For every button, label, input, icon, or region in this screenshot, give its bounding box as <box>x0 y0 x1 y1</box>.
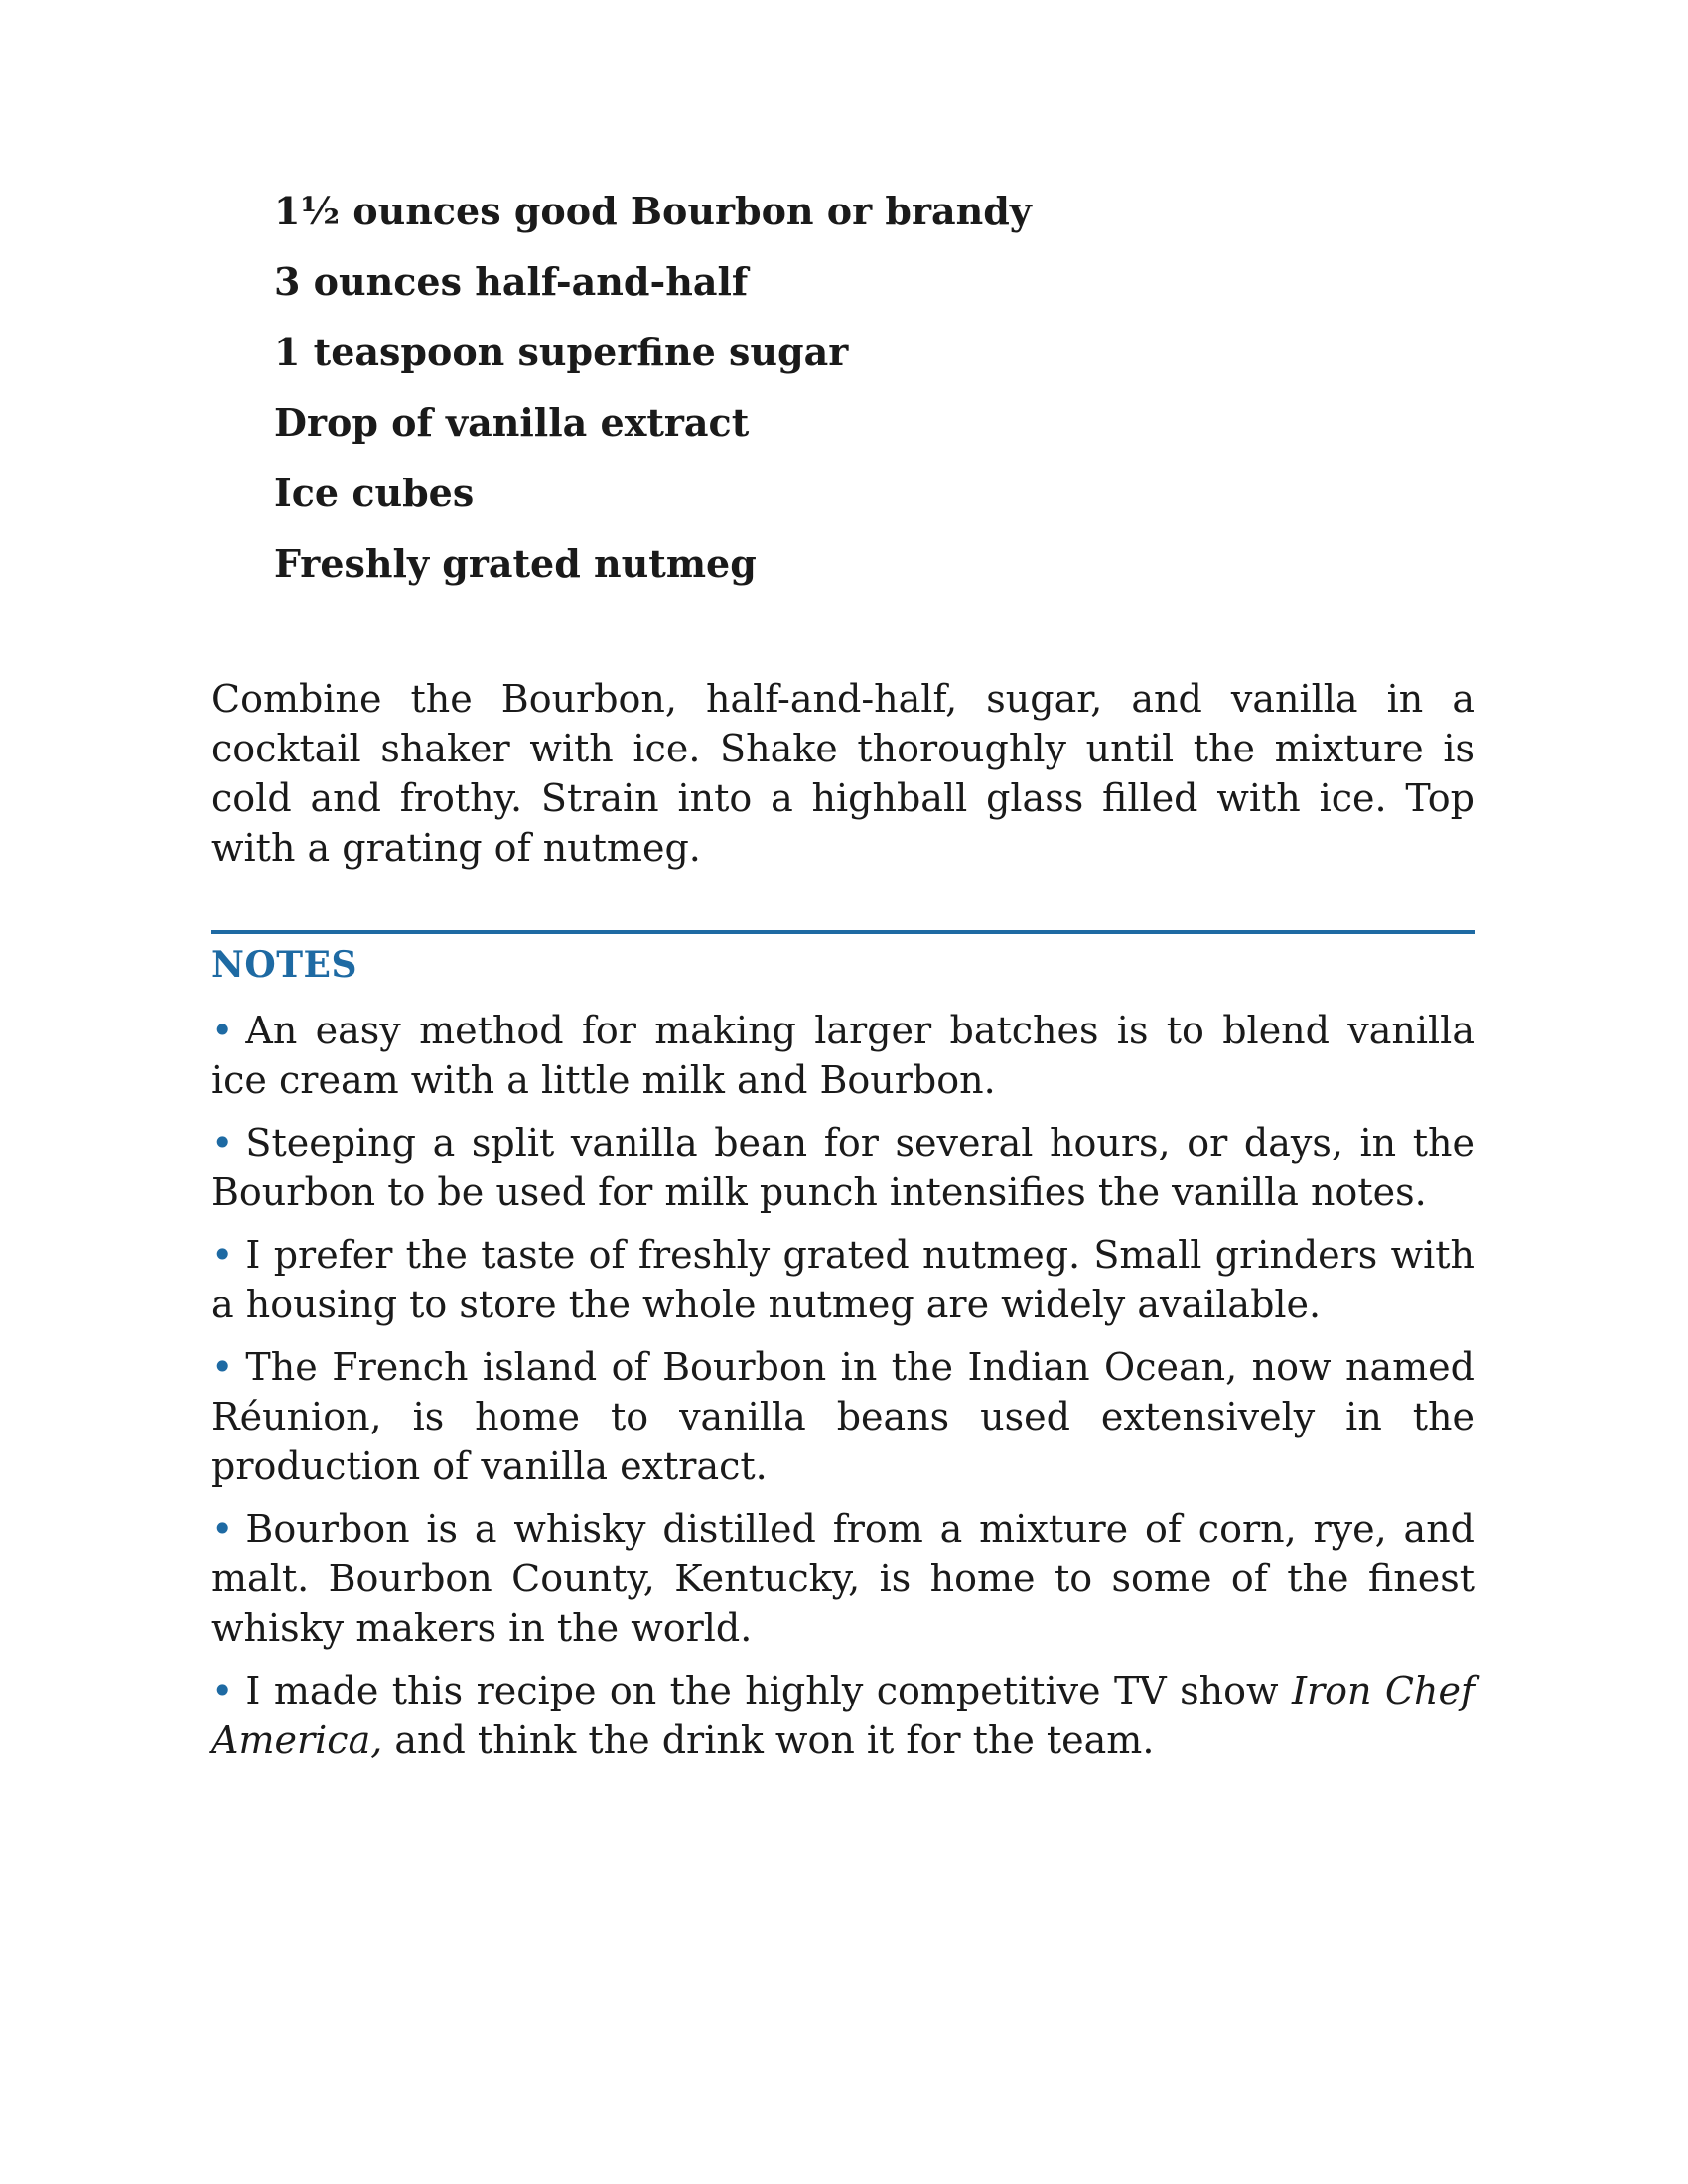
ingredient-list <box>211 189 1475 587</box>
note-item <box>211 1342 1475 1491</box>
note-item <box>211 1230 1475 1329</box>
ingredient-item: Freshly grated nutmeg <box>274 541 757 586</box>
note-text: I prefer the taste of freshly grated nutmeg. Small grinders with a housing to store the whole nutmeg are widely available. <box>211 1233 1475 1326</box>
note-item <box>211 1118 1475 1217</box>
bullet-icon: • <box>211 1121 234 1164</box>
ingredient-item: 3 ounces half-and-half <box>274 259 749 304</box>
show-title: Iron Chef America, <box>211 1669 1475 1762</box>
note-text-after: and think the drink won it for the team. <box>382 1718 1155 1762</box>
ingredient-item: Ice cubes <box>274 471 475 515</box>
bullet-icon: • <box>211 1669 234 1712</box>
note-item <box>211 1006 1475 1105</box>
note-text-before: I made this recipe on the highly competitive TV show <box>245 1669 1292 1712</box>
ingredient-item: 1 teaspoon superfine sugar <box>274 330 849 374</box>
notes-divider <box>211 930 1475 934</box>
bullet-icon: • <box>211 1009 234 1052</box>
directions-paragraph: Combine the Bourbon, half-and-half, sugar, and vanilla in a cocktail shaker with ice. Shake thoroughly until the mixture is cold and frothy. Strain into a highball glass filled with ice. Top with a grating of nutmeg. <box>211 677 1475 870</box>
bullet-icon: • <box>211 1507 234 1551</box>
note-text: The French island of Bourbon in the Indian Ocean, now named Réunion, is home to vanilla beans used extensively in the production of vanilla extract. <box>211 1345 1475 1488</box>
ingredient-item: Drop of vanilla extract <box>274 400 750 445</box>
ingredient-item: 1½ ounces good Bourbon or brandy <box>274 189 1032 233</box>
bullet-icon: • <box>211 1345 234 1389</box>
recipe-page <box>211 189 1475 1778</box>
notes-heading: NOTES <box>211 944 357 986</box>
note-text: Bourbon is a whisky distilled from a mixture of corn, rye, and malt. Bourbon County, Kentucky, is home to some of the finest whisky makers in the world. <box>211 1507 1475 1650</box>
notes-list <box>211 1006 1475 1765</box>
note-item <box>211 1666 1475 1765</box>
note-text: An easy method for making larger batches is to blend vanilla ice cream with a little milk and Bourbon. <box>211 1009 1475 1102</box>
note-text: Steeping a split vanilla bean for several hours, or days, in the Bourbon to be used for milk punch intensifies the vanilla notes. <box>211 1121 1475 1214</box>
bullet-icon: • <box>211 1233 234 1277</box>
note-item <box>211 1504 1475 1653</box>
